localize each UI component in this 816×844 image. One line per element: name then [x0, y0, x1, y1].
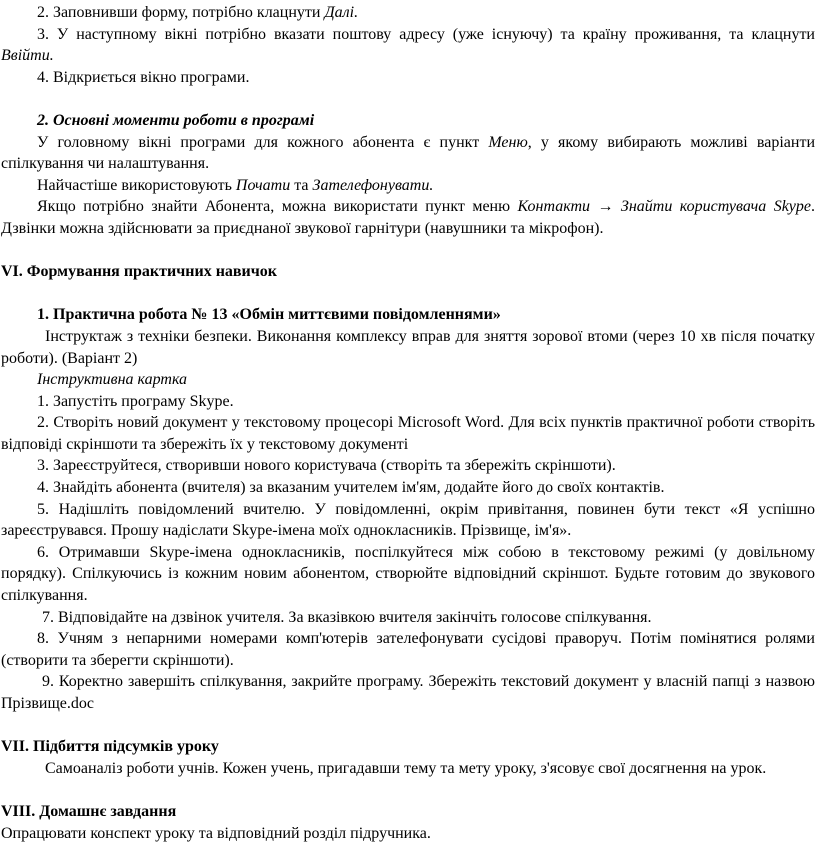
paragraph-often-used: Найчастіше використовують Почати та Зателефонувати.	[37, 176, 434, 194]
paragraph-homework: Опрацювати конспект уроку та відповідний розділ підручника.	[1, 824, 431, 842]
heading-section-6: VI. Формування практичних навичок	[1, 263, 278, 281]
spacer	[1, 88, 815, 110]
paragraph-self-analysis: Самоаналіз роботи учнів. Кожен учень, пригадавши тему та мету уроку, з'ясовує свої досягнення на урок.	[45, 759, 767, 777]
emphasis-login: Ввійти.	[1, 47, 54, 65]
step-6: 6. Отримавши Skype-імена однокласників, поспілкуйтеся між собою в текстовому режимі (у довільному порядку). Спілкуючись із кожним новим абонентом, створюйте відповідний скріншот. Будьте готовим до звукового спілкування.	[1, 543, 815, 605]
emphasis-next: Далі.	[324, 4, 359, 21]
step-7: 7. Відповідайте на дзвінок учителя. За вказівкою вчителя закінчіть голосове спілкування.	[42, 608, 652, 626]
step-2: 2. Створіть новий документ у текстовому процесорі Microsoft Word. Для всіх пунктів практичної роботи створіть відповіді скріншоти та збережіть їх у текстовому документі	[1, 414, 815, 453]
step-8: 8. Учням з непарними номерами комп'ютерів зателефонувати сусідові праворуч. Потім помінятися ролями (створити та зберегти скріншоти).	[1, 630, 815, 669]
spacer	[1, 715, 815, 737]
paragraph-step-4: 4. Відкриється вікно програми.	[37, 68, 250, 86]
spacer	[1, 283, 815, 305]
step-1: 1. Запустіть програму Skype.	[37, 392, 234, 410]
paragraph-instruction-card: Інструктивна картка	[37, 371, 188, 389]
paragraph-safety: Інструктаж з техніки безпеки. Виконання комплексу вправ для зняття зорової втоми (через 10 хв після початку роботи). (Варіант 2)	[1, 327, 815, 367]
heading-section-8: VIII. Домашнє завдання	[1, 802, 177, 820]
step-9: 9. Коректно завершіть спілкування, закрийте програму. Збережіть текстовий документ у власній папці з назвою Прізвище.doc	[1, 673, 815, 712]
spacer	[1, 240, 815, 262]
emphasis-start: Почати	[235, 176, 291, 194]
emphasis-contacts-path: Контакти → Знайти користувача Skype	[517, 198, 811, 216]
emphasis-call: Зателефонувати.	[312, 176, 434, 194]
paragraph-find-contact: Якщо потрібно знайти Абонента, можна використати пункт меню Контакти → Знайти користувача Skype. Дзвінки можна здійснювати за приєднаної звукової гарнітури (навушники та мікрофон).	[1, 198, 815, 237]
paragraph-menu: У головному вікні програми для кожного абонента є пункт Меню, у якому вибирають можливі варіанти спілкування чи налаштування.	[1, 133, 816, 173]
heading-section-7: VII. Підбиття підсумків уроку	[1, 738, 219, 756]
heading-practical-work: 1. Практична робота № 13 «Обмін миттєвими повідомленнями»	[37, 306, 501, 324]
step-5: 5. Надішліть повідомлений вчителю. У повідомленні, окрім привітання, повинен бути текст «Я успішно зареєструвався. Прошу надіслати Skype-імена моїх однокласників. Прізвище, ім'я».	[1, 500, 815, 540]
paragraph-step-3: 3. У наступному вікні потрібно вказати поштову адресу (уже існуючу) та країну проживання, та клацнути Ввійти.	[1, 25, 815, 65]
step-4: 4. Знайдіть абонента (вчителя) за вказаним учителем ім'ям, додайте його до своїх контактів.	[37, 479, 665, 497]
spacer	[1, 779, 815, 801]
paragraph-step-2: 2. Заповнивши форму, потрібно клацнути Далі.	[37, 4, 359, 21]
emphasis-menu: Меню	[488, 133, 528, 151]
step-3: 3. Зареєструйтеся, створивши нового користувача (створіть та збережіть скріншоти).	[37, 457, 616, 475]
heading-basics: 2. Основні моменти роботи в програмі	[37, 111, 315, 129]
